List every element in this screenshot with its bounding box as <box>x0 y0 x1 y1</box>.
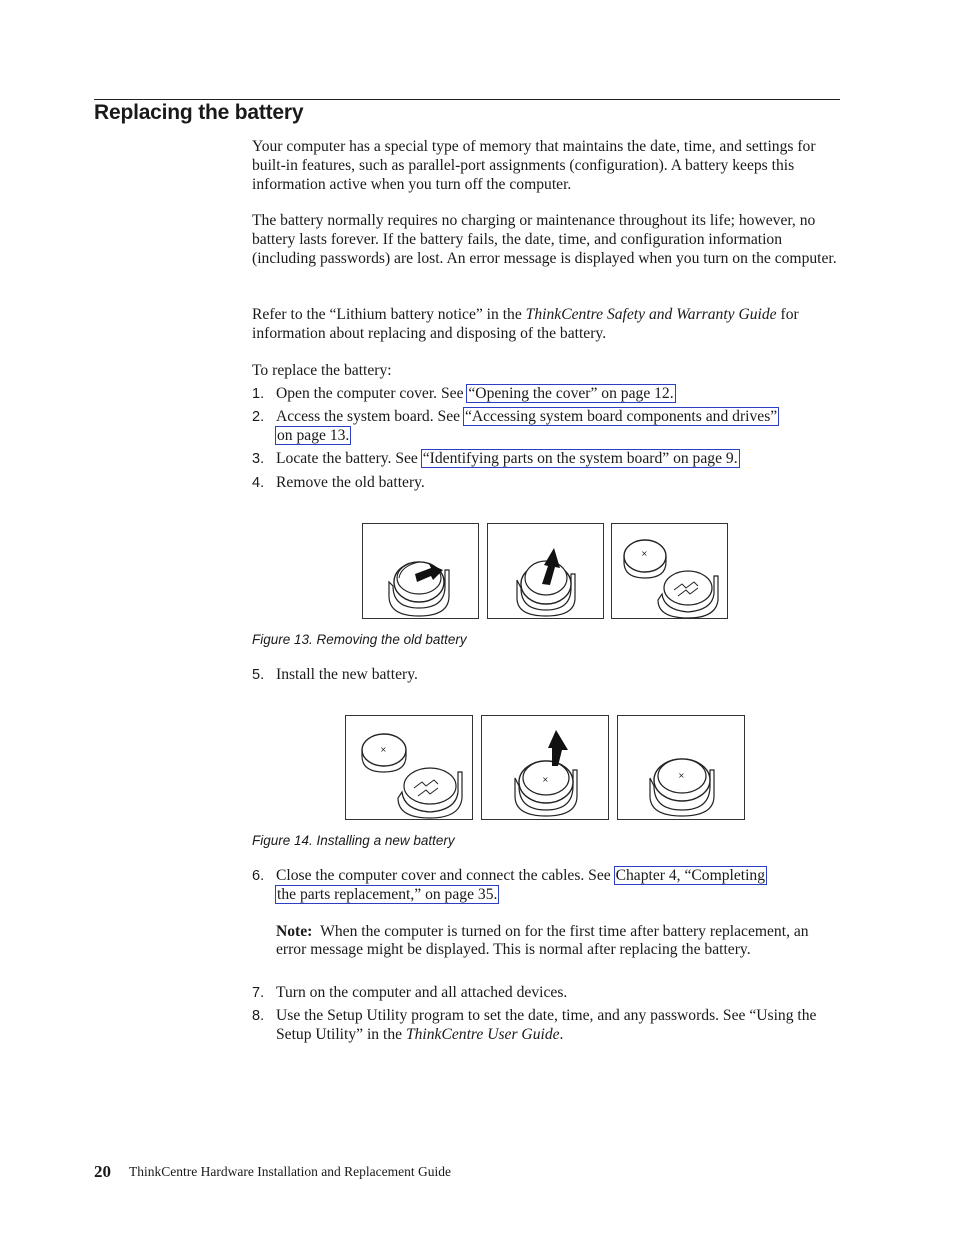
header-rule <box>94 99 840 100</box>
step-text: Install the new battery. <box>276 666 418 683</box>
step-text: Access the system board. See <box>276 408 464 425</box>
new-battery-illustration <box>346 716 474 821</box>
step-text: Locate the battery. See <box>276 450 422 467</box>
svg-text:×: × <box>678 771 685 780</box>
link-completing-chapter-page[interactable]: the parts replacement,” on page 35. <box>277 885 498 903</box>
step-number: 5. <box>252 667 265 683</box>
figure-panel-battery-removed <box>611 523 728 619</box>
link-opening-cover[interactable]: “Opening the cover” on page 12. <box>468 385 674 402</box>
battery-push-illustration <box>363 524 480 620</box>
step-number: 7. <box>252 985 265 1001</box>
note-text: When the computer is turned on for the first time after battery replacement, an error message might be displayed. This is normal after replacing the battery. <box>276 922 809 959</box>
step-number: 1. <box>252 386 265 402</box>
section-title: Replacing the battery <box>94 101 304 124</box>
safety-text-post: for information about replacing and disposing of the battery. <box>252 306 799 342</box>
step-number: 4. <box>252 475 265 491</box>
step-number: 3. <box>252 451 265 467</box>
svg-text:×: × <box>380 745 387 754</box>
step-number: 2. <box>252 409 265 425</box>
figure-panel-battery-seated <box>617 715 745 820</box>
step-text-end: . <box>559 1025 564 1043</box>
step-number: 6. <box>252 868 265 884</box>
figure-14-caption: Figure 14. Installing a new battery <box>252 833 455 848</box>
battery-seated-illustration <box>618 716 746 821</box>
step-text: Use the Setup Utility program to set the date, time, and any passwords. See “Using the Setup Utility” in the <box>276 1007 817 1043</box>
paragraph-battery-life: The battery normally requires no charging or maintenance throughout its life; however, no battery lasts forever. If the battery fails, the date, time, and configuration information (including passwords) are lost. An error message is displayed when you turn on the computer. <box>252 212 837 267</box>
safety-guide-title: ThinkCentre Safety and Warranty Guide <box>525 306 777 323</box>
svg-text:×: × <box>641 549 648 558</box>
step-text: Remove the old battery. <box>276 474 425 491</box>
insert-battery-illustration <box>482 716 610 821</box>
note-label: Note: <box>276 922 313 940</box>
link-completing-chapter[interactable]: Chapter 4, “Completing <box>615 867 766 884</box>
footer-book-title: ThinkCentre Hardware Installation and Replacement Guide <box>129 1164 452 1179</box>
figure-panel-new-battery <box>345 715 473 820</box>
step-number: 8. <box>252 1008 265 1024</box>
figure-panel-insert-battery <box>481 715 609 820</box>
link-identifying-parts[interactable]: “Identifying parts on the system board” on page 9. <box>422 450 738 467</box>
user-guide-title: ThinkCentre User Guide <box>405 1025 560 1043</box>
link-accessing-system-board-page[interactable]: on page 13. <box>277 426 350 444</box>
page-number: 20 <box>94 1162 111 1181</box>
link-accessing-system-board[interactable]: “Accessing system board components and drives” <box>464 408 778 425</box>
figure-13-caption: Figure 13. Removing the old battery <box>252 632 467 647</box>
svg-text:×: × <box>542 775 549 784</box>
step-text: Close the computer cover and connect the cables. See <box>276 867 615 884</box>
battery-lift-illustration <box>488 524 605 620</box>
step-text: Open the computer cover. See <box>276 385 468 402</box>
figure-panel-lift-battery <box>487 523 604 619</box>
paragraph-replace-intro: To replace the battery: <box>252 362 392 379</box>
safety-text-pre: Refer to the “Lithium battery notice” in the <box>252 306 526 323</box>
step-text: Turn on the computer and all attached devices. <box>276 984 568 1001</box>
note <box>276 923 842 961</box>
figure-panel-push-battery <box>362 523 479 619</box>
paragraph-battery-memory: Your computer has a special type of memory that maintains the date, time, and settings for built-in features, such as parallel-port assignments (configuration). A battery keeps this information active when you turn off the computer. <box>252 138 816 193</box>
battery-removed-illustration <box>612 524 729 620</box>
paragraph-safety-reference <box>252 306 842 344</box>
